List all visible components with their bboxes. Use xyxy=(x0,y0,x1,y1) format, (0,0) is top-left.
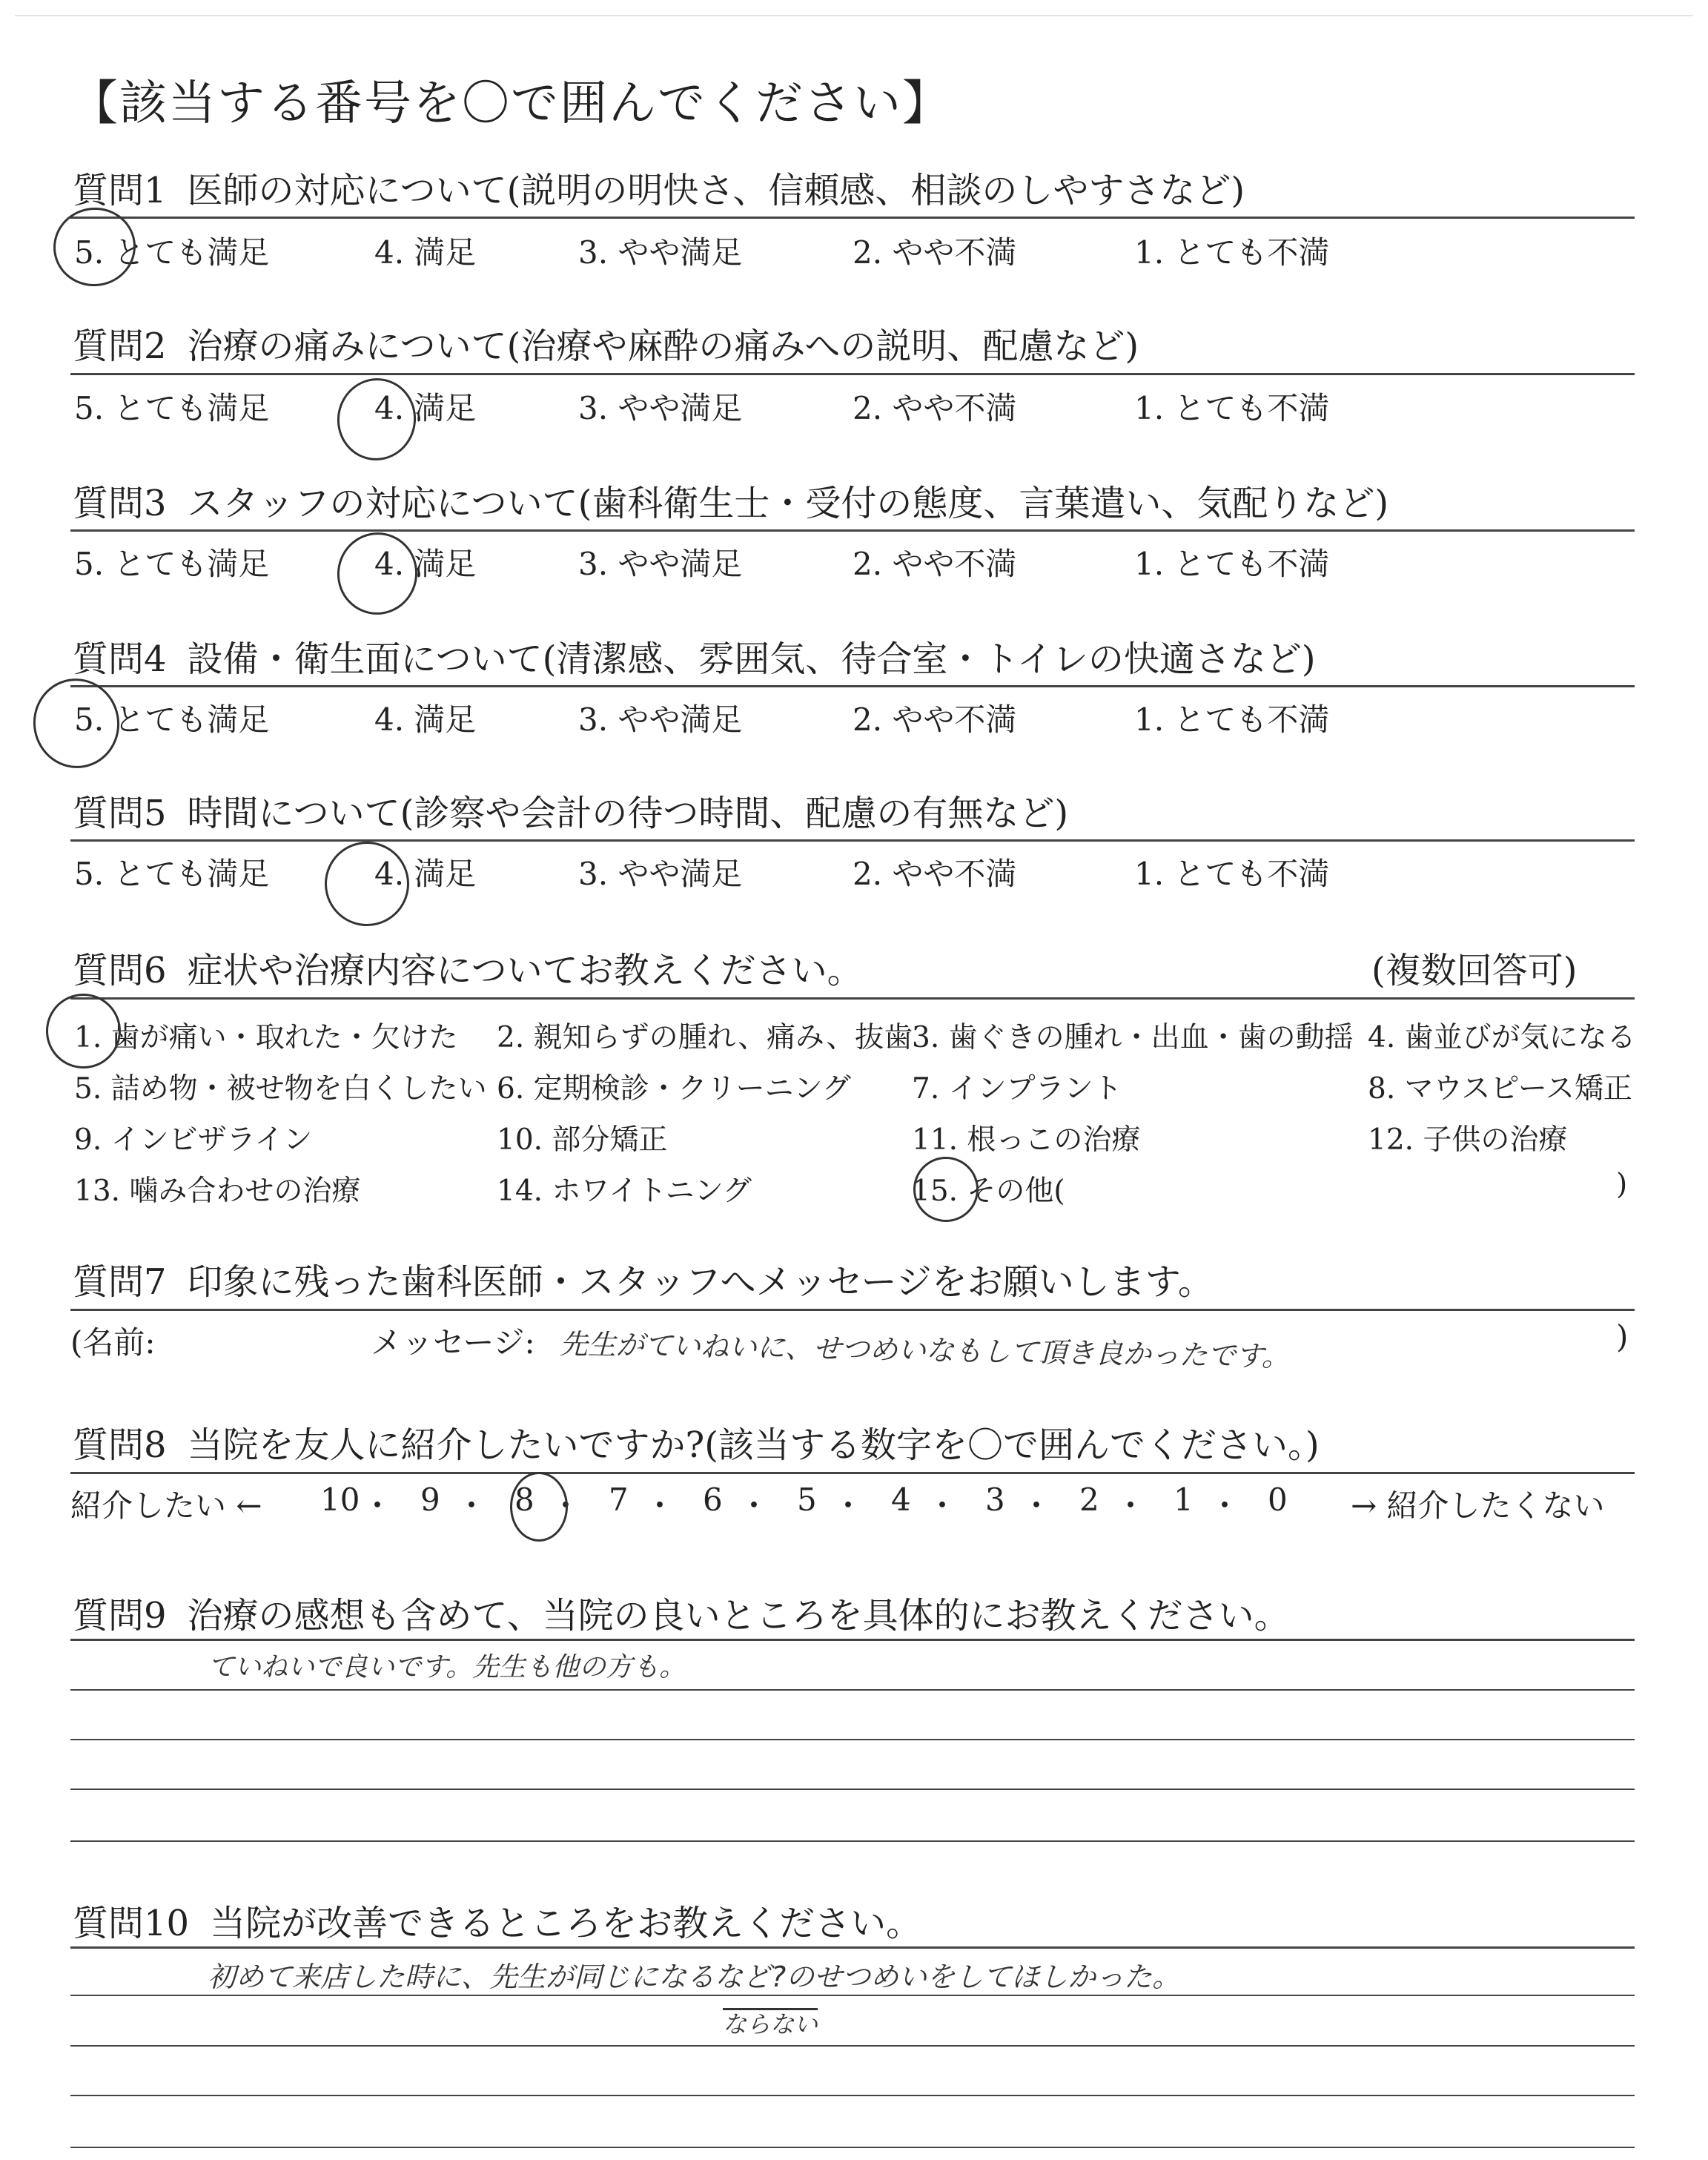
scale-separator-dot: ・ xyxy=(927,1487,959,1524)
question-9-title xyxy=(73,1587,1290,1638)
answer-line xyxy=(70,2045,1635,2047)
q3-option-2[interactable]: 2. やや不満 xyxy=(853,546,1017,582)
q3-option-4[interactable]: 4. 満足 xyxy=(374,546,477,582)
q3-option-3[interactable]: 3. やや満足 xyxy=(578,546,743,582)
question-6-title xyxy=(73,942,863,993)
scale-value-4[interactable]: 4 xyxy=(891,1482,911,1518)
question-3-title xyxy=(73,475,1388,526)
divider xyxy=(70,1946,1635,1949)
scale-value-0[interactable]: 0 xyxy=(1268,1482,1288,1518)
multiple-answer-note: (複数回答可) xyxy=(1371,950,1578,991)
question-text: 医師の対応について(説明の明快さ、信頼感、相談のしやすさなど) xyxy=(187,170,1245,211)
handwritten-message: 先生がていねいに、せつめいなもして頂き良かったです。 xyxy=(559,1327,1291,1373)
q3-option-1[interactable]: 1. とても不満 xyxy=(1134,546,1330,582)
form-heading: 【該当する番号を〇で囲んでください】 xyxy=(70,76,951,131)
q6-option-14[interactable]: 14. ホワイトニング xyxy=(497,1175,752,1208)
question-10-title xyxy=(73,1895,921,1946)
divider xyxy=(70,529,1635,532)
question-number: 質問2 xyxy=(73,326,167,367)
q8-selection-circle xyxy=(510,1472,568,1542)
answer-line xyxy=(70,2095,1635,2096)
message-label: メッセージ: xyxy=(371,1324,535,1361)
recommend-right-label: → 紹介したくない xyxy=(1351,1487,1605,1524)
q6-option-8[interactable]: 8. マウスピース矯正 xyxy=(1368,1072,1632,1106)
answer-line xyxy=(70,2147,1635,2148)
q6-option-7[interactable]: 7. インプラント xyxy=(912,1072,1122,1106)
q5-option-3[interactable]: 3. やや満足 xyxy=(578,856,743,892)
question-2-title xyxy=(73,317,1139,369)
question-text: 設備・衛生面について(清潔感、雰囲気、待合室・トイレの快適さなど) xyxy=(187,638,1316,680)
q2-option-5[interactable]: 5. とても満足 xyxy=(74,390,270,426)
divider xyxy=(70,685,1635,687)
scale-value-6[interactable]: 6 xyxy=(703,1482,723,1518)
q6-option-11[interactable]: 11. 根っこの治療 xyxy=(912,1123,1141,1157)
scan-edge-line xyxy=(15,15,1693,16)
question-text: 当院が改善できるところをお教えください。 xyxy=(210,1903,922,1944)
q6-selection-circle-15 xyxy=(913,1157,979,1222)
q1-option-3[interactable]: 3. やや満足 xyxy=(578,234,743,271)
q3-option-5[interactable]: 5. とても満足 xyxy=(74,546,270,582)
divider xyxy=(70,1472,1635,1474)
q6-option-3[interactable]: 3. 歯ぐきの腫れ・出血・歯の動揺 xyxy=(912,1021,1354,1054)
question-text: スタッフの対応について(歯科衛生士・受付の態度、言葉遣い、気配りなど) xyxy=(187,483,1389,524)
answer-line xyxy=(70,1739,1635,1740)
scale-separator-dot: ・ xyxy=(362,1487,394,1524)
question-number: 質問9 xyxy=(73,1595,167,1636)
q2-option-2[interactable]: 2. やや不満 xyxy=(853,390,1017,426)
q5-option-4[interactable]: 4. 満足 xyxy=(374,856,477,892)
q1-option-2[interactable]: 2. やや不満 xyxy=(853,234,1017,271)
question-number: 質問10 xyxy=(73,1903,190,1944)
question-text: 治療の感想も含めて、当院の良いところを具体的にお教えください。 xyxy=(187,1595,1290,1636)
divider xyxy=(70,1309,1635,1311)
handwritten-good-points: ていねいで良いです。先生も他の方も。 xyxy=(208,1652,686,1682)
question-number: 質問6 xyxy=(73,950,167,991)
scale-separator-dot: ・ xyxy=(644,1487,676,1524)
divider xyxy=(70,373,1635,375)
q1-option-5[interactable]: 5. とても満足 xyxy=(74,234,270,271)
q6-option-13[interactable]: 13. 噛み合わせの治療 xyxy=(74,1175,361,1208)
scale-separator-dot: ・ xyxy=(1021,1487,1053,1524)
q6-option-1[interactable]: 1. 歯が痛い・取れた・欠けた xyxy=(74,1021,458,1054)
question-number: 質問3 xyxy=(73,483,167,524)
question-4-title xyxy=(73,630,1316,681)
answer-line xyxy=(70,1789,1635,1790)
scale-value-1[interactable]: 1 xyxy=(1174,1482,1194,1518)
q6-option-9[interactable]: 9. インビザライン xyxy=(74,1123,313,1157)
question-text: 印象に残った歯科医師・スタッフへメッセージをお願いします。 xyxy=(187,1261,1214,1303)
scale-separator-dot: ・ xyxy=(550,1487,582,1524)
q6-option-10[interactable]: 10. 部分矯正 xyxy=(497,1123,668,1157)
scale-value-10[interactable]: 10 xyxy=(320,1482,360,1518)
q5-option-1[interactable]: 1. とても不満 xyxy=(1134,856,1330,892)
name-label: (名前: xyxy=(70,1324,156,1361)
q1-selection-circle xyxy=(48,202,141,291)
question-8-title xyxy=(73,1416,1320,1467)
question-text: 治療の痛みについて(治療や麻酔の痛みへの説明、配慮など) xyxy=(187,326,1139,367)
question-number: 質問4 xyxy=(73,638,167,680)
q4-option-4[interactable]: 4. 満足 xyxy=(374,701,477,738)
question-number: 質問5 xyxy=(73,793,167,834)
q6-option-2[interactable]: 2. 親知らずの腫れ、痛み、抜歯 xyxy=(497,1021,913,1054)
scale-separator-dot: ・ xyxy=(833,1487,864,1524)
q6-selection-circle-1 xyxy=(39,987,128,1076)
q6-option-4[interactable]: 4. 歯並びが気になる xyxy=(1368,1021,1636,1054)
question-number: 質問1 xyxy=(73,170,167,211)
scale-value-8[interactable]: 8 xyxy=(514,1482,534,1518)
handwritten-correction: ならない xyxy=(723,2010,818,2038)
q1-option-1[interactable]: 1. とても不満 xyxy=(1134,234,1330,271)
scale-separator-dot: ・ xyxy=(456,1487,488,1524)
handwritten-improvement: 初めて来店した時に、先生が同じになるなど?のせつめいをしてほしかった。 xyxy=(208,1961,1181,1993)
q6-other-close-paren: ) xyxy=(1616,1168,1628,1201)
q6-option-5[interactable]: 5. 詰め物・被せ物を白くしたい xyxy=(74,1072,487,1106)
q4-option-1[interactable]: 1. とても不満 xyxy=(1134,701,1330,738)
answer-line xyxy=(70,1689,1635,1691)
q5-option-2[interactable]: 2. やや不満 xyxy=(853,856,1017,892)
q6-option-12[interactable]: 12. 子供の治療 xyxy=(1368,1123,1568,1157)
divider xyxy=(70,1639,1635,1641)
question-text: 当院を友人に紹介したいですか?(該当する数字を〇で囲んでください。) xyxy=(187,1424,1320,1466)
question-text: 症状や治療内容についてお教えください。 xyxy=(187,950,863,991)
q6-option-15[interactable]: 15. その他( xyxy=(912,1175,1065,1208)
divider xyxy=(70,217,1635,219)
q2-option-1[interactable]: 1. とても不満 xyxy=(1134,390,1330,426)
q4-option-5[interactable]: 5. とても満足 xyxy=(74,701,270,738)
question-5-title xyxy=(73,785,1068,836)
answer-line xyxy=(70,1840,1635,1842)
q2-option-3[interactable]: 3. やや満足 xyxy=(578,390,743,426)
scale-value-7[interactable]: 7 xyxy=(609,1482,629,1518)
scale-value-3[interactable]: 3 xyxy=(985,1482,1005,1518)
scale-separator-dot: ・ xyxy=(1115,1487,1147,1524)
scale-value-2[interactable]: 2 xyxy=(1079,1482,1099,1518)
q1-option-4[interactable]: 4. 満足 xyxy=(374,234,477,271)
q4-option-3[interactable]: 3. やや満足 xyxy=(578,701,743,738)
message-close-paren: ) xyxy=(1616,1318,1629,1355)
question-number: 質問8 xyxy=(73,1424,167,1466)
scale-separator-dot: ・ xyxy=(738,1487,770,1524)
q6-option-6[interactable]: 6. 定期検診・クリーニング xyxy=(497,1072,851,1106)
q5-option-5[interactable]: 5. とても満足 xyxy=(74,856,270,892)
scale-separator-dot: ・ xyxy=(1209,1487,1241,1524)
scale-value-5[interactable]: 5 xyxy=(797,1482,817,1518)
question-text: 時間について(診察や会計の待つ時間、配慮の有無など) xyxy=(187,793,1069,834)
divider xyxy=(70,839,1635,842)
recommend-left-label: 紹介したい ← xyxy=(70,1487,262,1524)
q4-option-2[interactable]: 2. やや不満 xyxy=(853,701,1017,738)
scale-value-9[interactable]: 9 xyxy=(420,1482,440,1518)
q2-option-4[interactable]: 4. 満足 xyxy=(374,390,477,426)
question-1-title xyxy=(73,162,1245,213)
question-7-title xyxy=(73,1253,1214,1304)
question-number: 質問7 xyxy=(73,1261,167,1303)
divider xyxy=(70,997,1635,1000)
answer-line xyxy=(70,1995,1635,1996)
